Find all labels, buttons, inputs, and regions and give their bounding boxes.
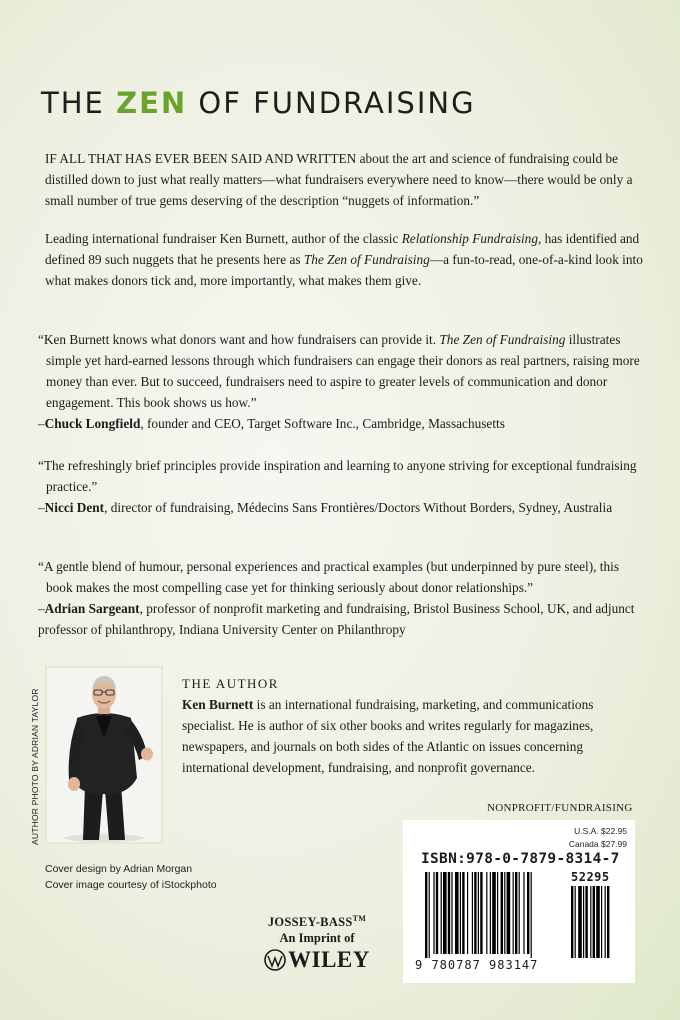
endorsement-3-attribution: [38, 598, 648, 640]
title-accent: ZEN: [116, 86, 188, 120]
author-figure-illustration: [47, 668, 161, 842]
barcode-bar: [523, 872, 524, 954]
book-title-zen: The Zen of Fundraising: [303, 252, 430, 267]
attribution-dash: –: [38, 416, 45, 431]
barcode-bar: [455, 872, 459, 954]
trademark-mark: TM: [352, 914, 367, 923]
title-post: OF FUNDRAISING: [187, 86, 476, 120]
endorsement-2-attribution: [38, 497, 648, 518]
barcode-addon-bar: [571, 886, 573, 958]
endorsement-3-text: [38, 556, 648, 598]
endorsement-1-text-b: illustrates simple yet hard-earned lessons through which fundraisers can engage their donors as real partners, raising more money than ever. But to succeed, fundraisers need to aspire to greater levels of communication and donor engagement. This book shows us how.”: [46, 332, 640, 410]
endorsement-1: [38, 329, 648, 434]
attribution-dash: –: [38, 500, 45, 515]
author-heading: THE AUTHOR: [182, 676, 279, 691]
price-usa: U.S.A. $22.95: [574, 826, 627, 836]
wiley-wordmark: WILEY: [288, 947, 370, 973]
imprint-line: An Imprint of: [279, 931, 355, 946]
author-bio-text: is an international fundraising, marketing, and communications specialist. He is author of six other books and writes regularly for magazines, newspapers, and journals on both sides of the Atlantic on issues concerning international development, fundraising, and nonprofit governance.: [182, 697, 594, 775]
barcode-digits: 9 780787 983147: [415, 958, 539, 972]
barcode-bar: [425, 872, 427, 958]
barcode-addon-bar: [585, 886, 587, 958]
barcode-bar: [448, 872, 450, 954]
barcode-bar: [472, 872, 473, 954]
endorsement-1-text: [38, 329, 648, 413]
endorsement-1-text-a: “Ken Burnett knows what donors want and how fundraisers can provide it.: [38, 332, 440, 347]
barcode-bar: [474, 872, 476, 954]
endorser-role: , founder and CEO, Target Software Inc., Cambridge, Massachusetts: [140, 416, 505, 431]
wiley-logo-row: [262, 948, 372, 972]
isbn-number: ISBN:978-0-7879-8314-7: [421, 851, 620, 867]
intro-paragraph-2: [45, 228, 645, 291]
barcode-addon-bar: [596, 886, 600, 958]
barcode-bar: [515, 872, 517, 954]
barcode-panel: [403, 820, 635, 983]
cover-credits: [45, 861, 217, 893]
intro-2-part-c: —a fun-to-read, one-of-a-kind look into what makes donors tick and, more importantly, what makes them give.: [45, 252, 643, 288]
barcode-addon-bar: [590, 886, 591, 958]
intro-2-part-a: Leading international fundraiser Ken Burnett, author of the classic: [45, 231, 402, 246]
barcode-bar: [462, 872, 464, 954]
endorsement-2-text: [38, 455, 648, 497]
endorsement-2: [38, 455, 648, 518]
price-code: 52295: [571, 870, 610, 884]
endorsement-2-text-a: “The refreshingly brief principles provide inspiration and learning to anyone striving for exceptional fundraising practice.”: [38, 458, 637, 494]
barcode-bar: [507, 872, 511, 954]
title-pre: THE: [41, 86, 117, 120]
barcode-bar: [441, 872, 442, 954]
cover-image-credit: Cover image courtesy of iStockphoto: [45, 879, 217, 891]
barcode-bar: [451, 872, 452, 954]
book-title-relationship-fundraising: Relationship Fundraising: [401, 231, 538, 246]
author-photo-credit: AUTHOR PHOTO BY ADRIAN TAYLOR: [30, 688, 40, 845]
barcode-addon-bar: [605, 886, 606, 958]
barcode-bar: [433, 872, 434, 954]
publisher-name-text: JOSSEY-BASS: [267, 915, 353, 930]
cover-design-credit: Cover design by Adrian Morgan: [45, 863, 193, 875]
wiley-logo-icon: [264, 949, 286, 971]
barcode-bar: [490, 872, 491, 954]
barcode-addon-bar: [578, 886, 582, 958]
barcode-bar: [436, 872, 438, 954]
publisher-name: [262, 914, 372, 930]
endorser-name: Adrian Sargeant: [44, 601, 140, 616]
barcode-bar: [501, 872, 503, 954]
endorsement-3: [38, 556, 648, 640]
barcode-bar: [504, 872, 505, 954]
book-title: [41, 86, 476, 120]
barcode-bar: [480, 872, 482, 954]
barcode-bar: [460, 872, 461, 954]
author-name: Ken Burnett: [182, 697, 254, 712]
barcode-bar: [519, 872, 520, 954]
intro-2-part-b: , has identified and defined 89 such nuggets that he presents here as: [45, 231, 640, 267]
barcode-bar: [486, 872, 487, 954]
intro-paragraph-1: IF ALL THAT HAS EVER BEEN SAID AND WRITTEN about the art and science of fundraising could be distilled down to just what really matters—what fundraisers everywhere need to know—there would be only a small number of true gems deserving of the description “nuggets of information.”: [45, 151, 633, 208]
barcode-bar: [467, 872, 468, 954]
barcode-addon-bar: [575, 886, 576, 958]
barcode-bar: [478, 872, 479, 954]
barcode-bar: [497, 872, 498, 954]
endorser-name: Nicci Dent: [44, 500, 105, 515]
author-photo: [45, 666, 163, 844]
barcode-addon-bar: [607, 886, 609, 958]
barcode-icon: [425, 872, 625, 958]
book-category: NONPROFIT/FUNDRAISING: [487, 802, 633, 814]
barcode-bar: [429, 872, 430, 958]
author-section: [182, 676, 622, 778]
author-bio: [182, 694, 622, 778]
barcode-bar: [531, 872, 532, 958]
barcode-addon-bar: [593, 886, 595, 958]
barcode-addon-bar: [601, 886, 602, 958]
barcode-bar: [443, 872, 447, 954]
endorsement-1-attribution: [38, 413, 648, 434]
endorsement-1-book-title: The Zen of Fundraising: [439, 332, 566, 347]
barcode-bar: [492, 872, 496, 954]
publisher-block: [262, 914, 372, 972]
endorsement-3-text-a: “A gentle blend of humour, personal experiences and practical examples (but underpinned by pure steel), this book makes the most compelling case yet for thinking seriously about donor relationships.”: [38, 559, 620, 595]
endorser-role: , director of fundraising, Médecins Sans Frontières/Doctors Without Borders, Sydney, Australia: [104, 500, 613, 515]
attribution-dash: –: [38, 601, 45, 616]
endorser-role: , professor of nonprofit marketing and fundraising, Bristol Business School, UK, and adjunct professor of philanthropy, Indiana University Center on Philanthropy: [38, 601, 635, 637]
endorser-name: Chuck Longfield: [44, 416, 141, 431]
barcode-addon-bar: [583, 886, 584, 958]
price-canada: Canada $27.99: [568, 839, 627, 849]
barcode-bar: [513, 872, 514, 954]
barcode-bar: [527, 872, 529, 954]
